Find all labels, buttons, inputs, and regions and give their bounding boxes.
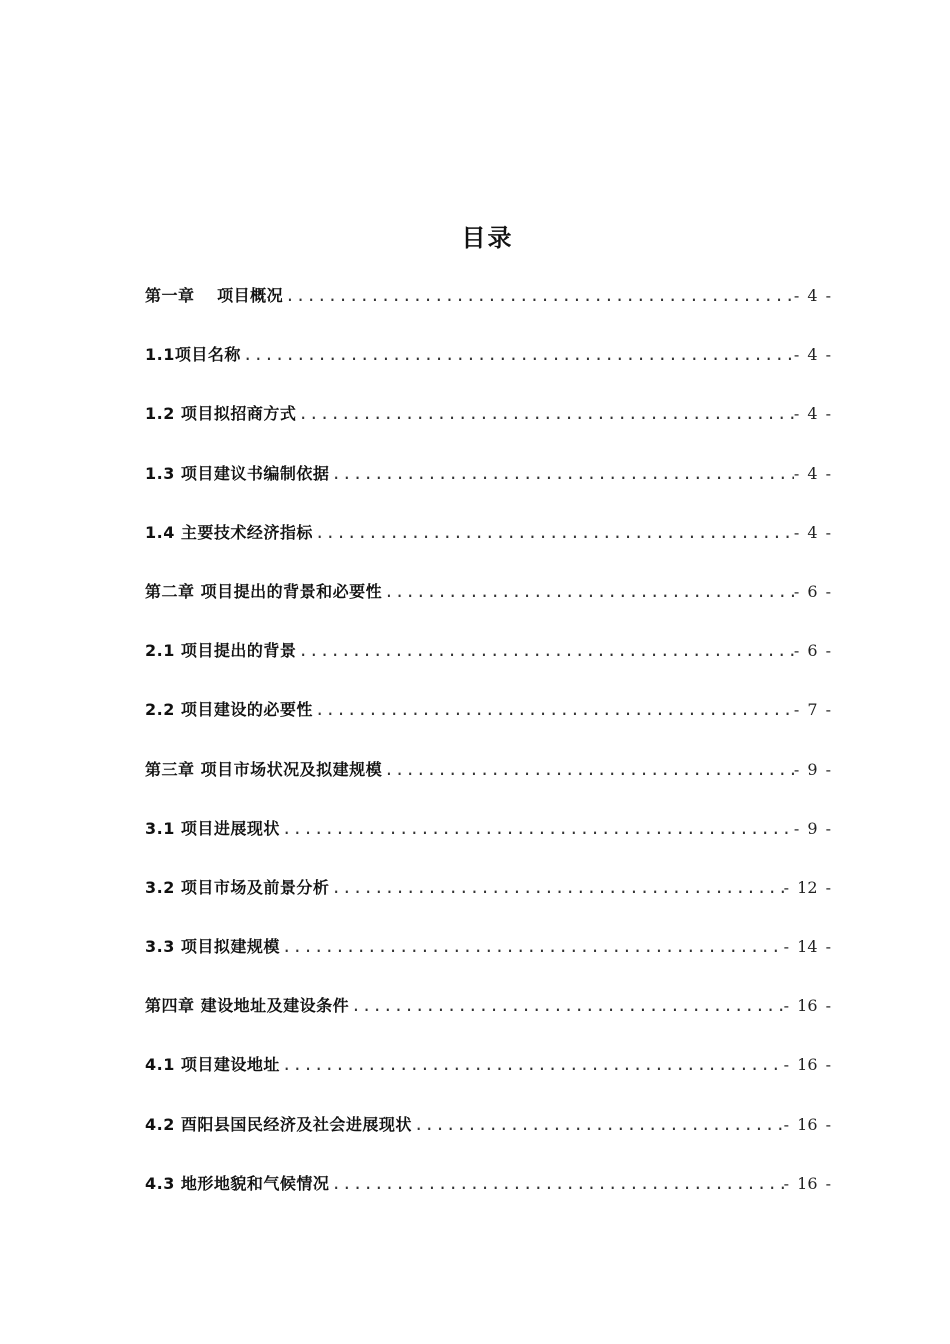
toc-dot-leader [280, 1045, 784, 1085]
toc-dot-leader [329, 454, 793, 494]
toc-entry-page: - 6 - [793, 641, 831, 661]
toc-dot-leader [280, 927, 784, 967]
toc-entry-page: - 16 - [783, 996, 831, 1016]
toc-entry[interactable] [145, 572, 831, 631]
toc-dot-leader [313, 690, 794, 730]
toc-dot-leader [382, 750, 794, 790]
toc-entry[interactable] [145, 809, 831, 868]
toc-entry-label: 4.1 项目建设地址 [145, 1055, 280, 1075]
toc-entry-label: 1.4 主要技术经济指标 [145, 522, 313, 542]
toc-entry[interactable] [145, 335, 831, 394]
toc-entry-label: 3.3 项目拟建规模 [145, 937, 280, 957]
toc-entry[interactable] [145, 986, 831, 1045]
toc-entry[interactable] [145, 1164, 831, 1223]
toc-entry[interactable] [145, 868, 831, 927]
toc-entry[interactable] [145, 513, 831, 572]
toc-entry-label: 第三章 项目市场状况及拟建规模 [145, 759, 383, 779]
toc-entry-page: - 4 - [793, 345, 831, 365]
toc-dot-leader [280, 809, 794, 849]
toc-dot-leader [296, 631, 793, 671]
toc-entry-label: 3.1 项目进展现状 [145, 818, 280, 838]
toc-title: 目录 [461, 224, 514, 252]
toc-dot-leader [412, 1105, 784, 1145]
toc-entry[interactable] [145, 690, 831, 749]
toc-entry-page: - 4 - [793, 404, 831, 424]
toc-entry-label: 2.1 项目提出的背景 [145, 641, 297, 661]
toc-entry[interactable] [145, 276, 831, 335]
toc-dot-leader [382, 572, 794, 612]
toc-entry-label: 4.2 酉阳县国民经济及社会进展现状 [145, 1114, 412, 1134]
toc-entry-label: 第二章 项目提出的背景和必要性 [145, 581, 383, 601]
toc-entry[interactable] [145, 631, 831, 690]
toc-entry[interactable] [145, 1045, 831, 1104]
toc-entry[interactable] [145, 750, 831, 809]
toc-entry-page: - 9 - [793, 759, 831, 779]
toc-entry-label: 2.2 项目建设的必要性 [145, 700, 313, 720]
toc-dot-leader [241, 335, 794, 375]
toc-entry-page: - 6 - [793, 581, 831, 601]
toc-entry[interactable] [145, 394, 831, 453]
toc-entry-label: 第一章 项目概况 [145, 286, 284, 305]
toc-entry-label: 3.2 项目市场及前景分析 [145, 877, 330, 897]
toc-entry-page: - 4 - [793, 463, 831, 483]
toc-entry-page: - 4 - [793, 522, 831, 542]
toc-entry-page: - 12 - [783, 877, 831, 897]
toc-dot-leader [349, 986, 784, 1026]
toc-entry-label: 1.3 项目建议书编制依据 [145, 463, 330, 483]
toc-entry[interactable] [145, 927, 831, 986]
toc-dot-leader [329, 868, 783, 908]
toc-entry-label: 4.3 地形地貌和气候情况 [145, 1173, 330, 1193]
toc-entry-page: - 4 - [793, 286, 831, 305]
toc-entry[interactable] [145, 454, 831, 513]
toc-entry-page: - 7 - [793, 700, 831, 720]
toc-dot-leader [313, 513, 794, 553]
toc-entry-label: 1.1项目名称 [145, 345, 241, 365]
toc-entry-label: 第四章 建设地址及建设条件 [145, 996, 350, 1016]
toc-entry-label: 1.2 项目拟招商方式 [145, 404, 297, 424]
toc-dot-leader [296, 394, 793, 434]
toc-entry-page: - 14 - [783, 937, 831, 957]
toc-dot-leader [283, 276, 794, 316]
toc-entry-page: - 16 - [783, 1055, 831, 1075]
toc-list [145, 276, 831, 1223]
toc-dot-leader [329, 1164, 783, 1204]
toc-entry[interactable] [145, 1105, 831, 1164]
toc-entry-page: - 16 - [783, 1114, 831, 1134]
toc-entry-page: - 9 - [793, 818, 831, 838]
toc-entry-page: - 16 - [783, 1173, 831, 1193]
